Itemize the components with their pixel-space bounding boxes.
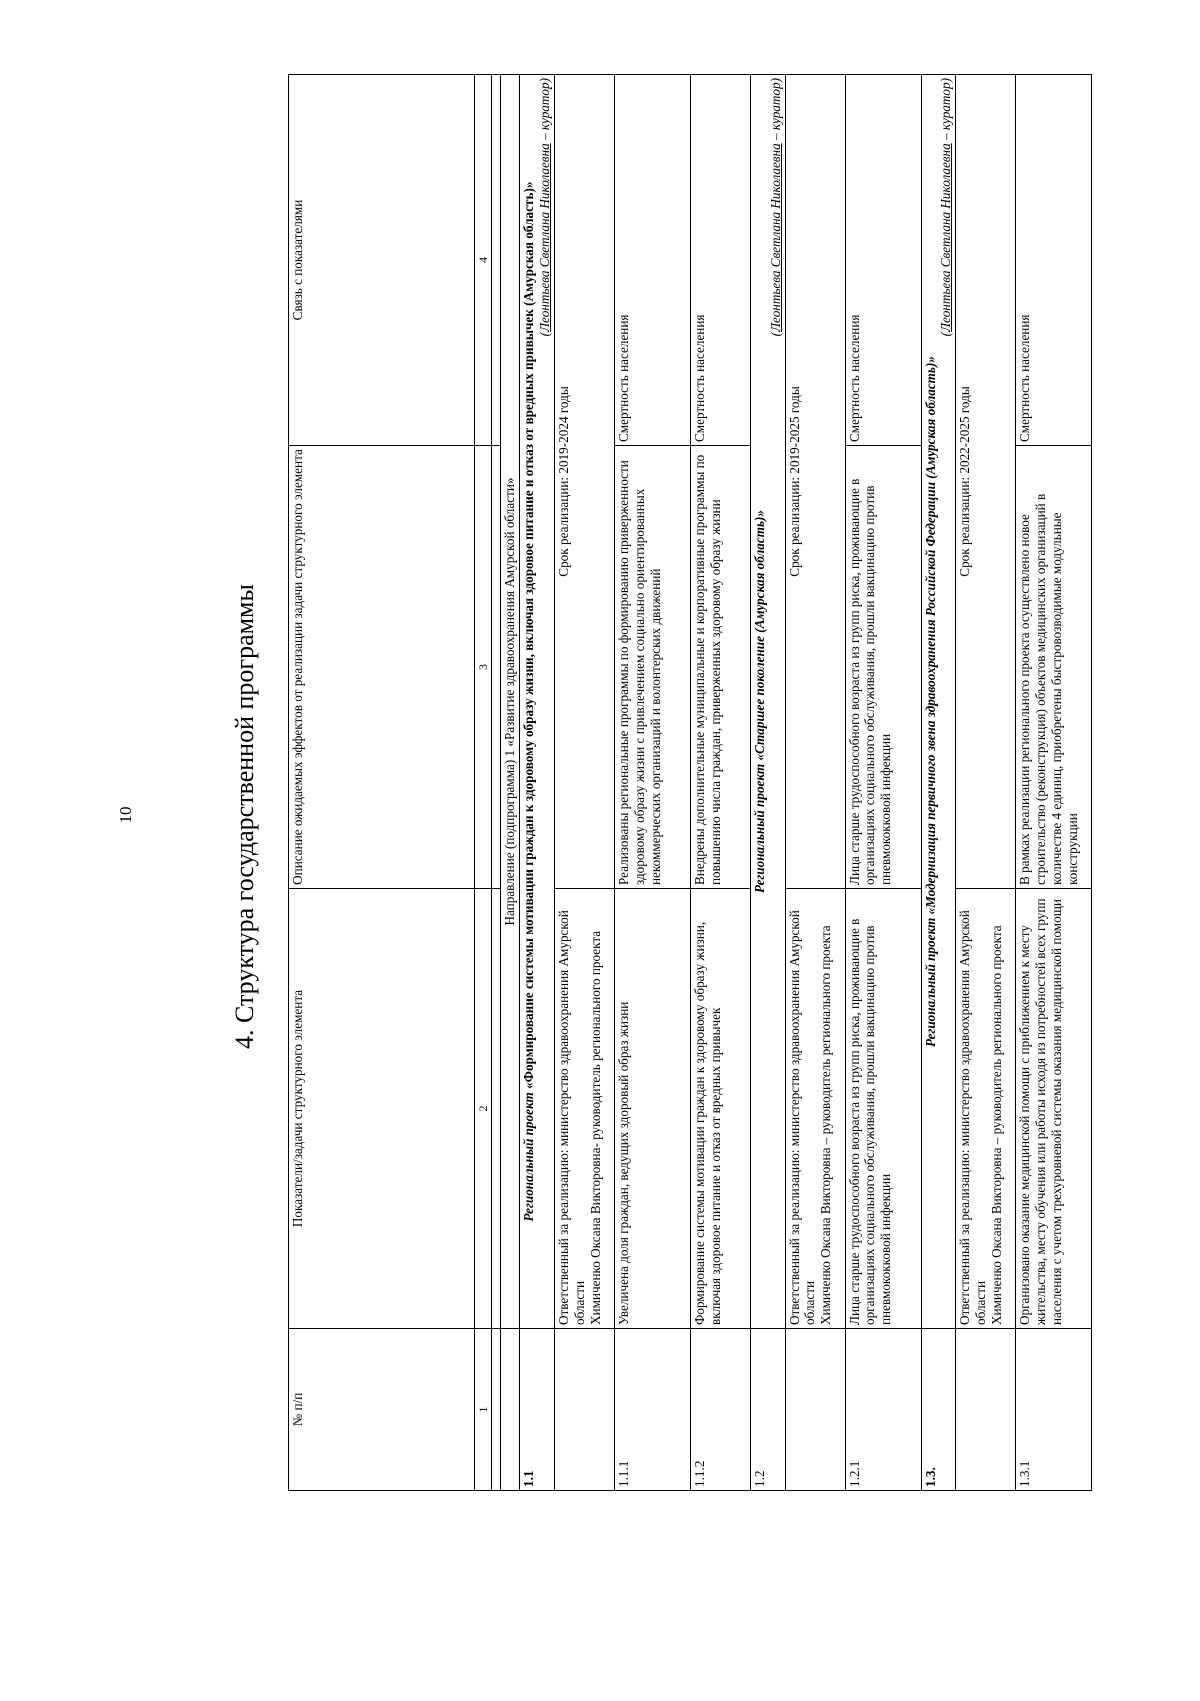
task-effect: Лица старше трудоспособного возраста из групп риска, проживающие в организациях социального обслуживания, прошли вакцинацию против пневмококковой инфекции: [845, 446, 921, 889]
header-task: Показатели/задачи структурного элемента: [289, 889, 475, 1329]
header-effect: Описание ожидаемых эффектов от реализации задачи структурного элемента: [289, 446, 475, 889]
task-number: 1.2.1: [845, 1329, 921, 1491]
implementation-period: Срок реализации: 2019-2025 годы: [785, 75, 845, 889]
project-label: Региональный проект: [751, 763, 767, 894]
col-num-3: 3: [475, 446, 492, 889]
project-row: [520, 75, 555, 1491]
page-number: 10: [116, 806, 135, 824]
project-name: «Старшее поколение (Амурская область)»: [751, 510, 767, 761]
project-number: 1.2: [750, 1329, 785, 1491]
implementation-period: Срок реализации: 2022-2025 годы: [956, 75, 1016, 889]
project-curator: (Леонтьева Светлана Николаевна – куратор): [767, 78, 783, 337]
task-effect: Внедрены дополнительные муниципальные и корпоративные программы по повышению числа граждан, приверженных здоровому образу жизни: [690, 446, 750, 889]
task-link: Смертность населения: [614, 75, 690, 446]
project-responsible-row: [554, 75, 614, 1491]
project-responsible-row: [956, 75, 1016, 1491]
direction-title: Направление (подпрограмма) 1 «Развитие здравоохранения Амурской области»: [501, 75, 520, 1329]
project-curator: (Леонтьева Светлана Николаевна – куратор): [537, 78, 553, 337]
header-num: № п/п: [289, 1329, 475, 1491]
leader-text: Химиченко Оксана Викторовна- руководитель регионального проекта: [587, 930, 603, 1325]
project-responsible-row: [785, 75, 845, 1491]
project-number: 1.3.: [921, 1329, 956, 1491]
project-label: Региональный проект: [922, 917, 938, 1047]
task-number: 1.1.1: [614, 1329, 690, 1491]
project-name: «Формирование системы мотивации граждан к здоровому образу жизни, включая здоровое питание и отказ от вредных привычек (Амурская область)»: [521, 181, 537, 1089]
direction-row: [501, 75, 520, 1491]
leader-text: Химиченко Оксана Викторовна – руководитель регионального проекта: [818, 925, 834, 1325]
col-num-2: 2: [475, 889, 492, 1329]
responsible-text: Ответственный за реализацию: министерство здравоохранения Амурской области: [555, 910, 587, 1325]
header-row: [289, 75, 475, 1491]
project-label: Региональный проект: [521, 1092, 537, 1222]
leader-text: Химиченко Оксана Викторовна – руководитель регионального проекта: [988, 925, 1004, 1325]
task-link: Смертность населения: [845, 75, 921, 446]
column-number-row: [475, 75, 492, 1491]
task-text: Лица старше трудоспособного возраста из групп риска, проживающие в организациях социального обслуживания, прошли вакцинацию против пневмококковой инфекции: [845, 889, 921, 1329]
task-text: Увеличена доля граждан, ведущих здоровый образ жизни: [614, 889, 690, 1329]
header-link: Связь с показателями: [289, 75, 475, 446]
col-num-4: 4: [475, 75, 492, 446]
task-effect: Реализованы региональные программы по формированию приверженности здоровому образу жизни с привлечением социально ориентированных некоммерческих организаций и волонтерских движений: [614, 446, 690, 889]
project-row: [921, 75, 956, 1491]
responsible-cell: [554, 889, 614, 1329]
responsible-text: Ответственный за реализацию: министерство здравоохранения Амурской области: [957, 910, 989, 1325]
responsible-cell: [956, 889, 1016, 1329]
responsible-text: Ответственный за реализацию: министерство здравоохранения Амурской области: [786, 910, 818, 1325]
task-number: 1.1.2: [690, 1329, 750, 1491]
responsible-cell: [785, 889, 845, 1329]
project-title: [520, 75, 555, 1329]
page-title: 4. Структура государственной программы: [230, 584, 259, 1049]
structure-table: [288, 74, 1092, 1491]
task-link: Смертность населения: [1016, 75, 1092, 446]
project-row: [750, 75, 785, 1491]
task-text: Организовано оказание медицинской помощи с приближением к месту жительства, месту обучения или работы исходя из потребностей всех групп населения с учетом трехуровневой системы оказания медицинской помощи: [1016, 889, 1092, 1329]
task-text: Формирование системы мотивации граждан к здоровому образу жизни, включая здоровое питание и отказ от вредных привычек: [690, 889, 750, 1329]
task-effect: В рамках реализации регионального проекта осуществлено новое строительство (реконструкция) объектов медицинских организаций в количестве 4 единиц, приобретены быстровозводимые модульные конструкции: [1016, 446, 1092, 889]
task-row: [690, 75, 750, 1491]
task-row: [614, 75, 690, 1491]
project-number: 1.1: [520, 1329, 555, 1491]
project-name: «Модернизация первичного звена здравоохранения Российской Федерации (Амурская область)»: [922, 356, 938, 915]
spacer-row: [492, 75, 501, 1491]
task-number: 1.3.1: [1016, 1329, 1092, 1491]
col-num-1: 1: [475, 1329, 492, 1491]
implementation-period: Срок реализации: 2019-2024 годы: [554, 75, 614, 889]
task-row: [1016, 75, 1092, 1491]
project-title: [750, 75, 785, 1329]
project-curator: (Леонтьева Светлана Николаевна – куратор): [938, 78, 954, 337]
project-title: [921, 75, 956, 1329]
task-row: [845, 75, 921, 1491]
task-link: Смертность населения: [690, 75, 750, 446]
